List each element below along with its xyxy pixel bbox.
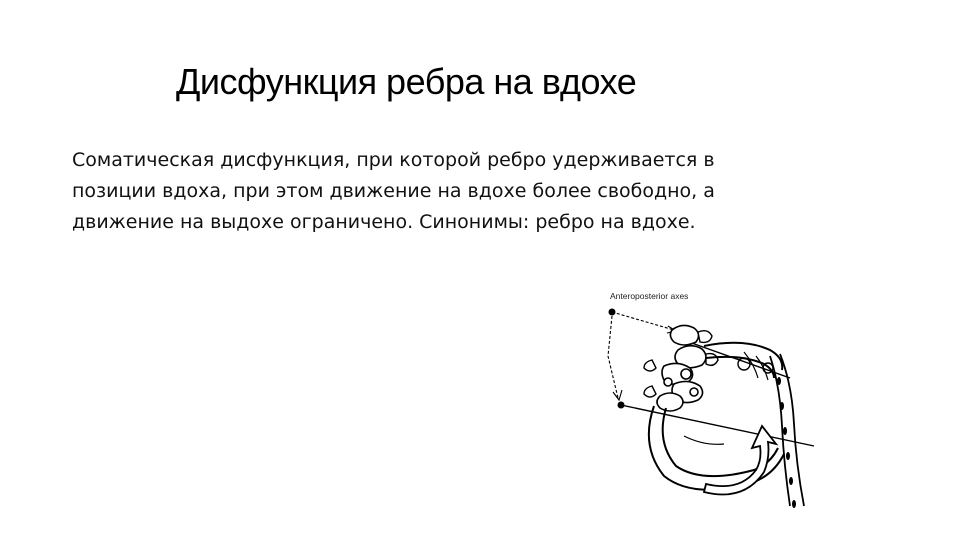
body-line-2: позиции вдоха, при этом движение на вдохе более свободно, а <box>72 180 715 202</box>
slide-title: Дисфункция ребра на вдохе <box>176 61 637 102</box>
slide-body-text <box>72 145 862 238</box>
guide-arrows <box>608 312 676 400</box>
body-line-1: Соматическая дисфункция, при которой ребро удерживается в <box>72 149 715 171</box>
rib-motion-arrow <box>704 426 776 495</box>
rib-axes-drawing <box>594 286 834 524</box>
figure-label: Anteroposterior axes <box>610 291 689 301</box>
body-line-3: движение на выдохе ограничено. Синонимы: ребро на вдохе. <box>72 211 696 233</box>
sternum <box>770 354 804 506</box>
rib-axes-illustration <box>594 286 834 524</box>
